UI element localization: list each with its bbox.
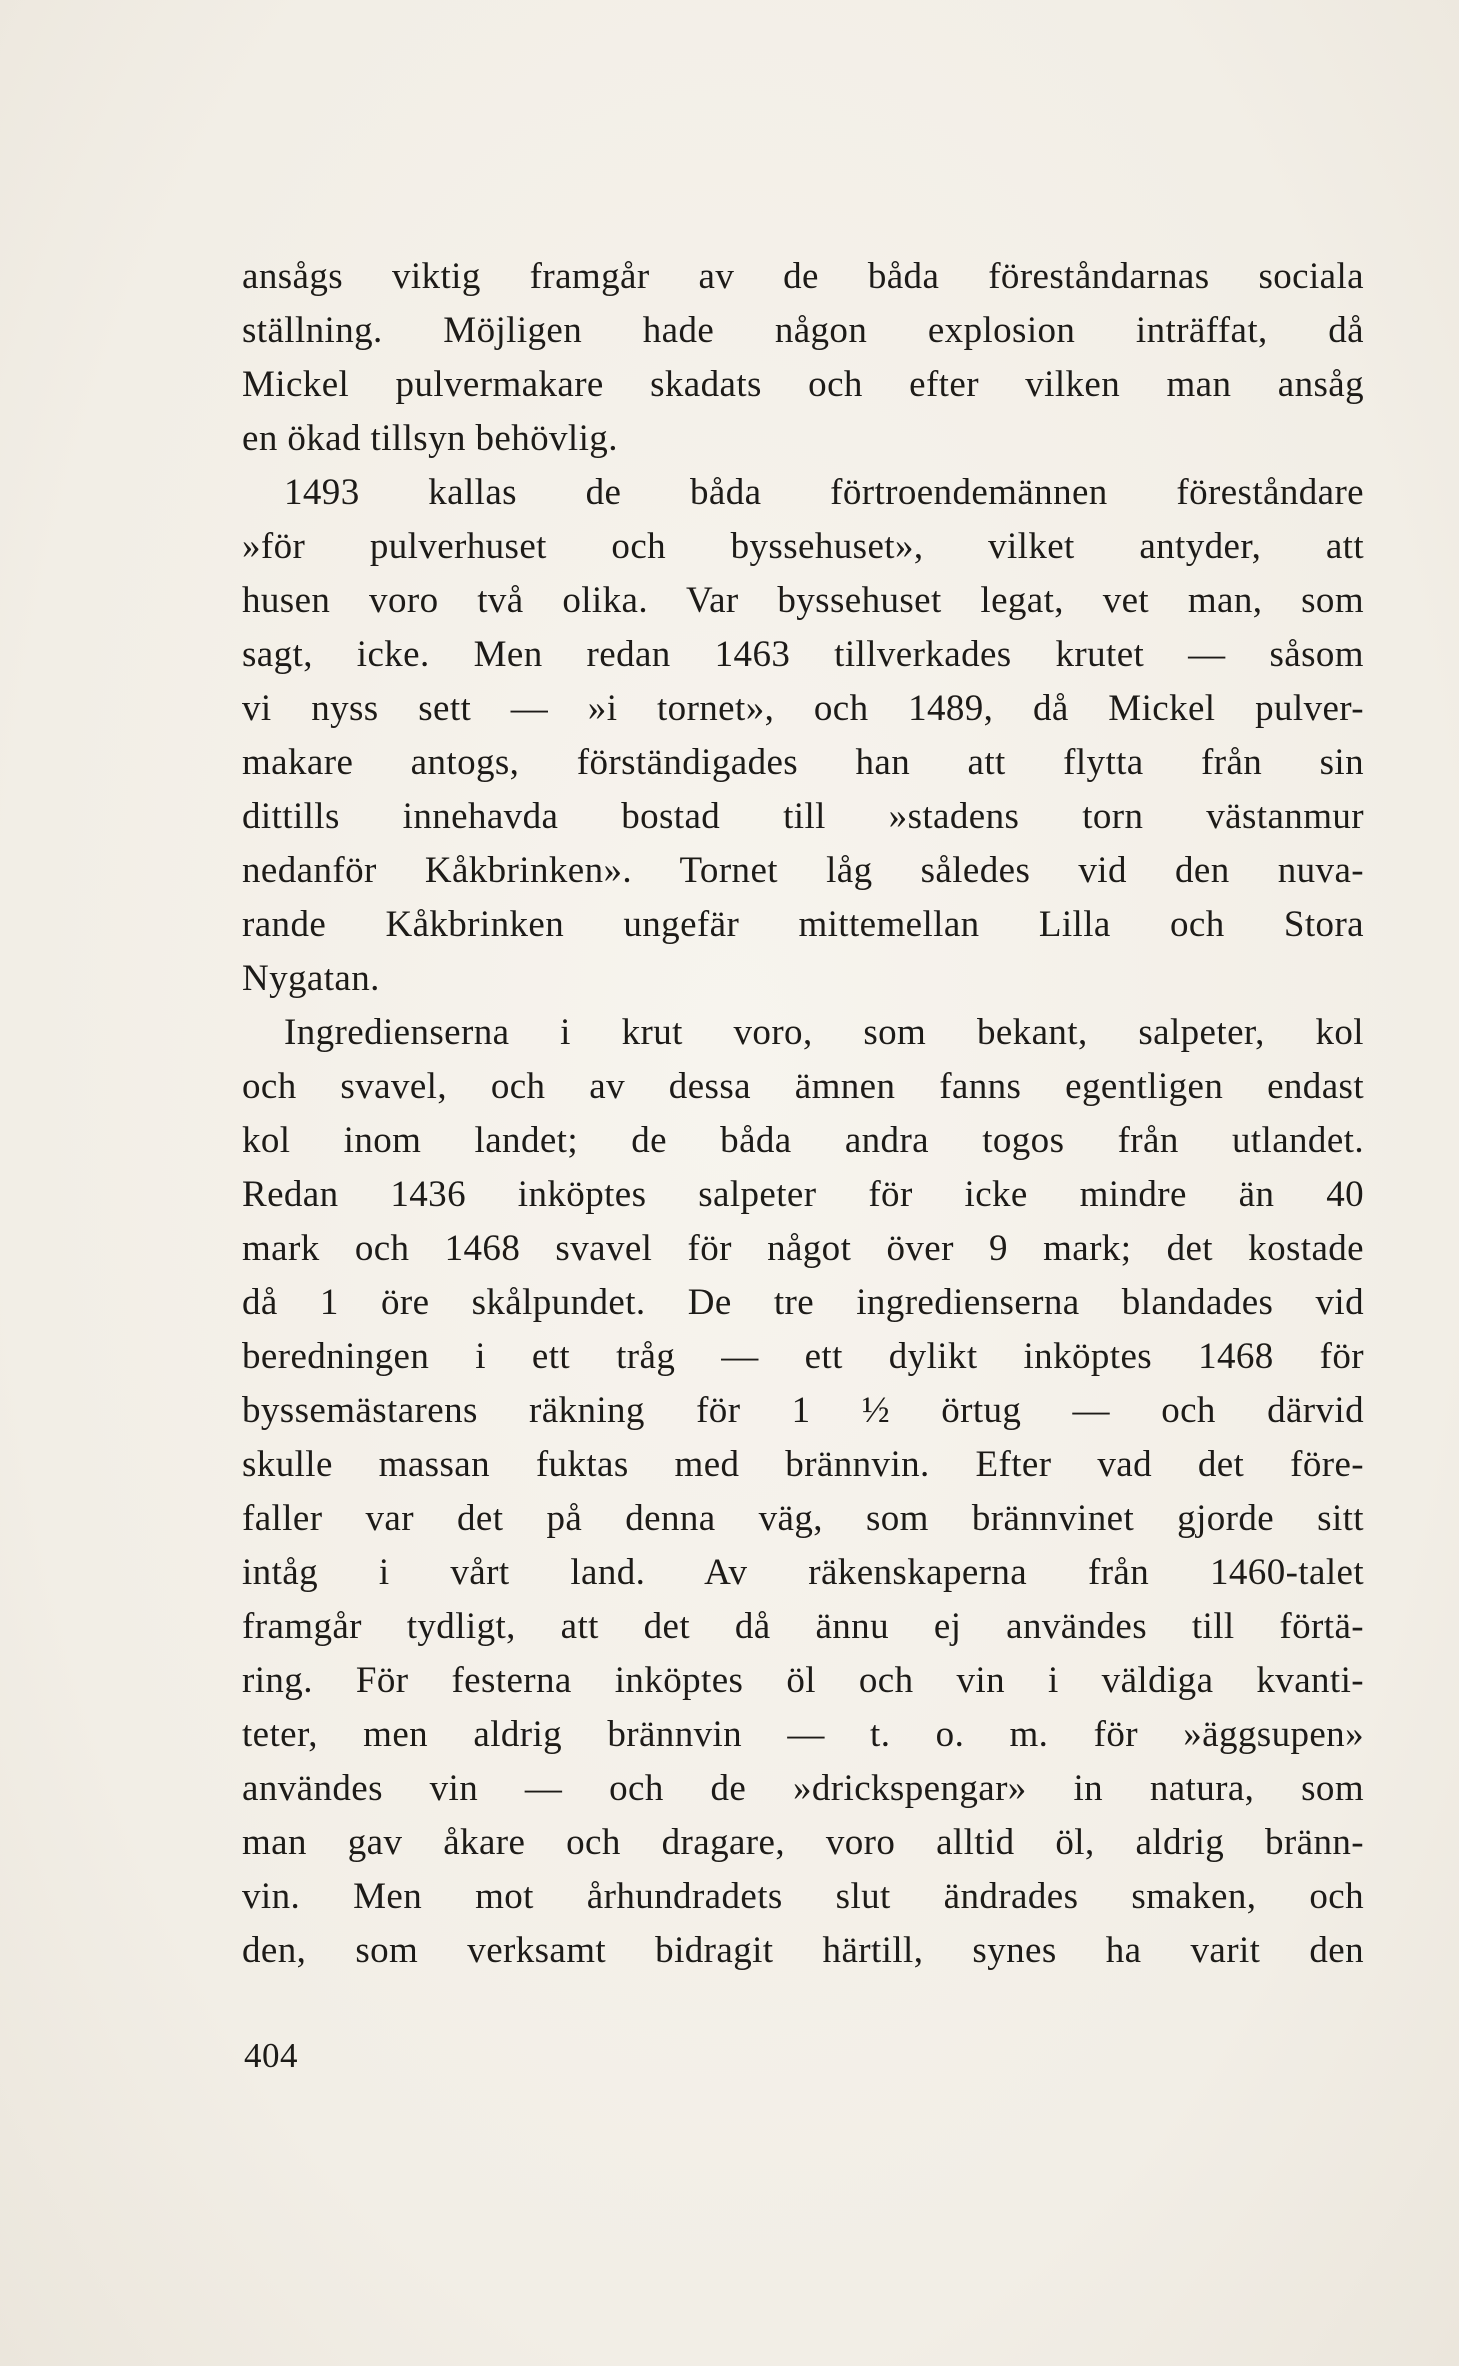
text-line: Ingredienserna i krut voro, som bekant, salpeter, kol: [284, 1012, 1364, 1053]
text-line: ansågs viktig framgår av de båda föreståndarnas sociala: [242, 256, 1364, 297]
text-line: då 1 öre skålpundet. De tre ingredienserna blandades vid: [242, 1282, 1364, 1323]
text-line: en ökad tillsyn behövlig.: [242, 418, 618, 459]
text-line: användes vin — och de »drickspengar» in natura, som: [242, 1768, 1364, 1809]
text-line: byssemästarens räkning för 1 ½ örtug — och därvid: [242, 1390, 1364, 1431]
text-line: 1493 kallas de båda förtroendemännen föreståndare: [284, 472, 1364, 513]
text-line: och svavel, och av dessa ämnen fanns egentligen endast: [242, 1066, 1364, 1107]
text-line: Mickel pulvermakare skadats och efter vilken man ansåg: [242, 364, 1364, 405]
text-line: mark och 1468 svavel för något över 9 mark; det kostade: [242, 1228, 1364, 1269]
text-line: intåg i vårt land. Av räkenskaperna från 1460-talet: [242, 1552, 1364, 1593]
text-line: nedanför Kåkbrinken». Tornet låg således vid den nuva-: [242, 850, 1364, 891]
page-number: 404: [244, 2036, 298, 2075]
text-line: husen voro två olika. Var byssehuset legat, vet man, som: [242, 580, 1364, 621]
text-line: Redan 1436 inköptes salpeter för icke mindre än 40: [242, 1174, 1364, 1215]
text-line: dittills innehavda bostad till »stadens torn västanmur: [242, 796, 1364, 837]
text-line: kol inom landet; de båda andra togos från utlandet.: [242, 1120, 1364, 1161]
text-line: vin. Men mot århundradets slut ändrades smaken, och: [242, 1876, 1364, 1917]
text-line: man gav åkare och dragare, voro alltid öl, aldrig bränn-: [242, 1822, 1364, 1863]
text-line: teter, men aldrig brännvin — t. o. m. för »äggsupen»: [242, 1714, 1364, 1755]
text-line: ställning. Möjligen hade någon explosion inträffat, då: [242, 310, 1364, 351]
text-line: ring. För festerna inköptes öl och vin i väldiga kvanti-: [242, 1660, 1364, 1701]
text-line: framgår tydligt, att det då ännu ej användes till förtä-: [242, 1606, 1364, 1647]
text-line: Nygatan.: [242, 958, 380, 999]
body-text: [242, 250, 1364, 1978]
text-line: skulle massan fuktas med brännvin. Efter vad det före-: [242, 1444, 1364, 1485]
text-line: rande Kåkbrinken ungefär mittemellan Lilla och Stora: [242, 904, 1364, 945]
text-line: vi nyss sett — »i tornet», och 1489, då Mickel pulver-: [242, 688, 1364, 729]
text-line: makare antogs, förständigades han att flytta från sin: [242, 742, 1364, 783]
text-line: sagt, icke. Men redan 1463 tillverkades krutet — såsom: [242, 634, 1364, 675]
text-line: den, som verksamt bidragit härtill, synes ha varit den: [242, 1930, 1364, 1971]
text-line: beredningen i ett tråg — ett dylikt inköptes 1468 för: [242, 1336, 1364, 1377]
text-line: »för pulverhuset och byssehuset», vilket antyder, att: [242, 526, 1364, 567]
text-line: faller var det på denna väg, som brännvinet gjorde sitt: [242, 1498, 1364, 1539]
